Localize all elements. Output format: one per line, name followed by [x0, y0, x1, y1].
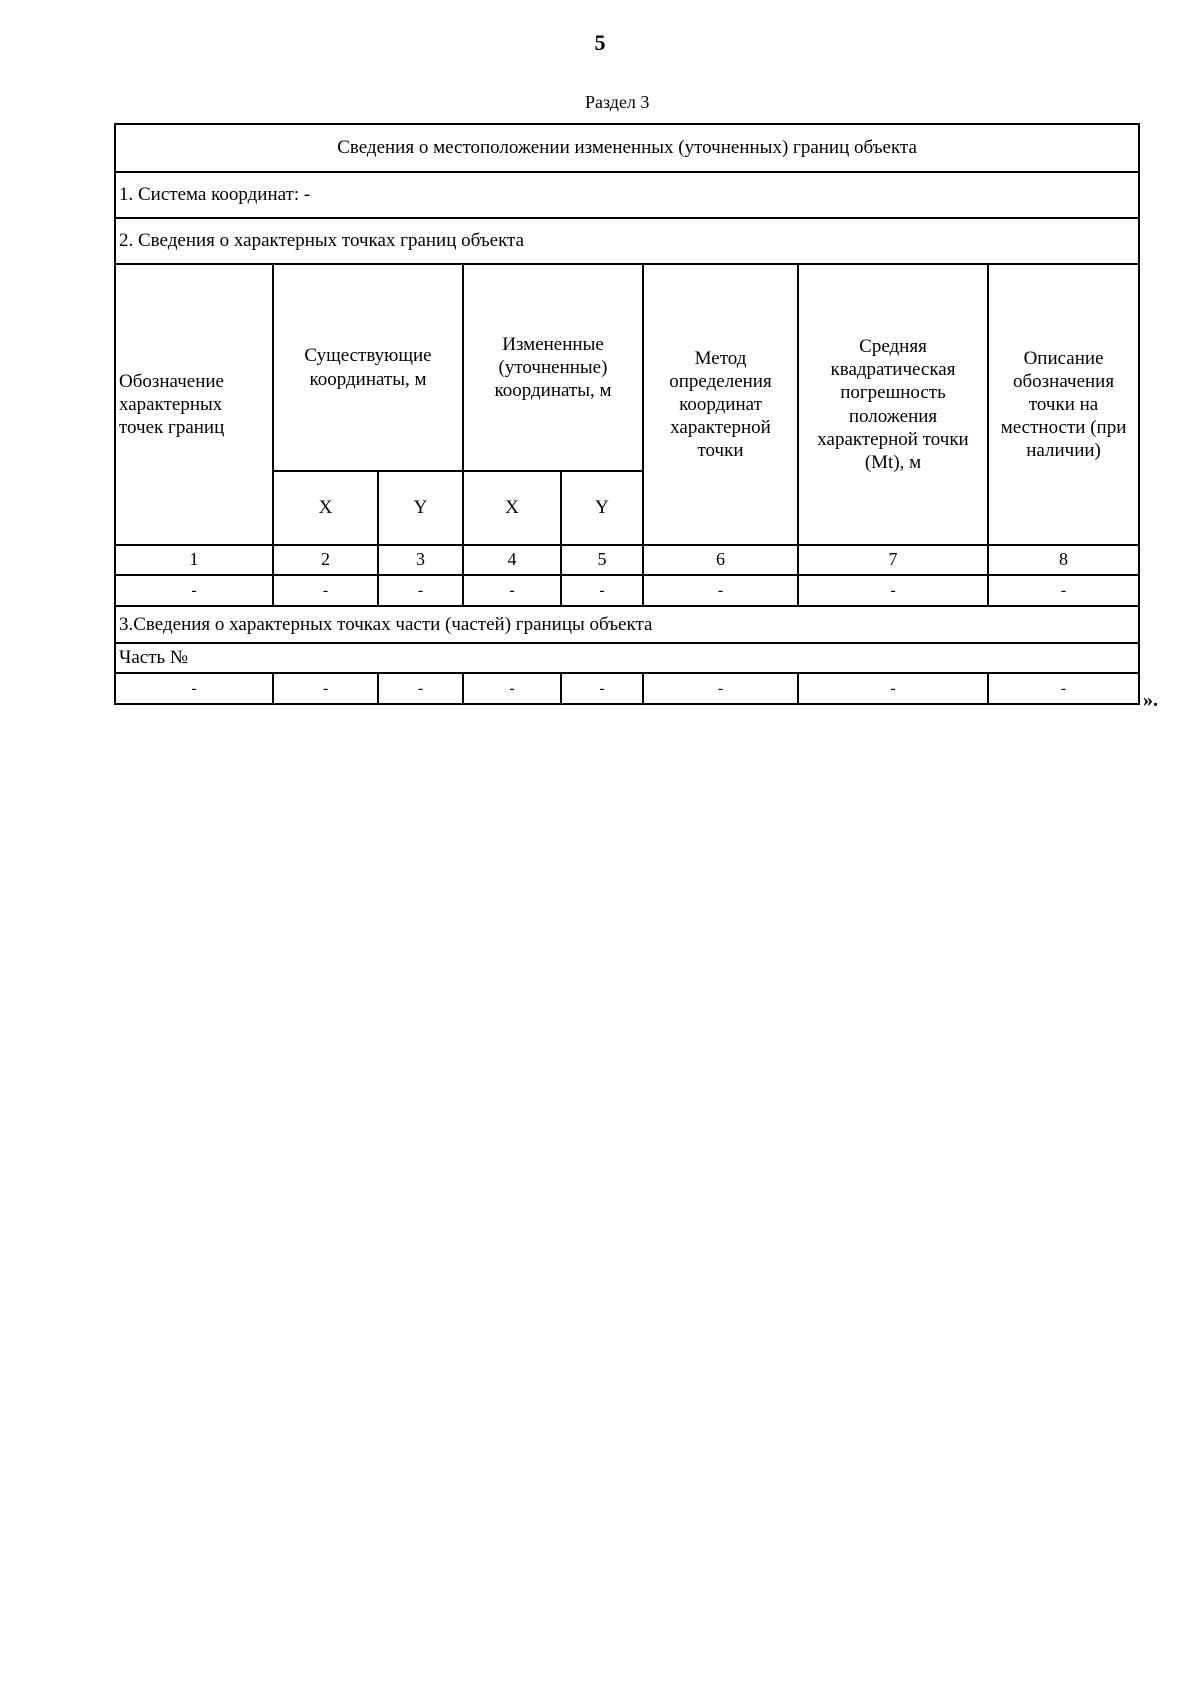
table-cell: -: [273, 575, 378, 606]
table-cell: -: [988, 575, 1139, 606]
column-numbers-row: [115, 545, 1139, 575]
parts-heading: 3.Сведения о характерных точках части (частей) границы объекта: [115, 606, 1139, 643]
table-cell: -: [115, 673, 273, 704]
page-number: 5: [594, 30, 606, 55]
header-designation: Обозначение характерных точек границ: [115, 264, 273, 545]
coord-system-row: 1. Система координат: -: [115, 172, 1139, 218]
table-cell: -: [378, 575, 463, 606]
header-existing-x: X: [273, 471, 378, 545]
table-cell: -: [115, 575, 273, 606]
points-heading: 2. Сведения о характерных точках границ объекта: [115, 218, 1139, 264]
header-changed-y: Y: [561, 471, 643, 545]
column-number: 1: [115, 545, 273, 575]
column-number: 7: [798, 545, 988, 575]
table-cell: -: [561, 575, 643, 606]
table-cell: -: [273, 673, 378, 704]
column-number: 5: [561, 545, 643, 575]
section-label: Раздел 3: [585, 92, 650, 112]
table-title: Сведения о местоположении измененных (уточненных) границ объекта: [115, 124, 1139, 172]
table-cell: -: [798, 673, 988, 704]
column-number: 6: [643, 545, 798, 575]
part-label: Часть №: [115, 643, 1139, 673]
column-number: 4: [463, 545, 561, 575]
table-cell: -: [378, 673, 463, 704]
table-cell: -: [463, 575, 561, 606]
header-method: Метод определения координат характерной точки: [643, 264, 798, 545]
table-cell: -: [463, 673, 561, 704]
points-data-row: [115, 575, 1139, 606]
table-cell: -: [798, 575, 988, 606]
header-changed-coords: Измененные (уточненные) координаты, м: [463, 264, 643, 471]
table-cell: -: [561, 673, 643, 704]
parts-data-row: [115, 673, 1139, 704]
closing-quote-mark: ».: [1143, 689, 1158, 711]
header-description: Описание обозначения точки на местности (при наличии): [988, 264, 1139, 545]
table-cell: -: [643, 575, 798, 606]
table-cell: -: [988, 673, 1139, 704]
header-existing-coords: Существующие координаты, м: [273, 264, 463, 471]
header-error: Средняя квадратическая погрешность положения характерной точки (Mt), м: [798, 264, 988, 545]
column-number: 3: [378, 545, 463, 575]
boundary-table: [114, 123, 1140, 705]
column-number: 8: [988, 545, 1139, 575]
header-existing-y: Y: [378, 471, 463, 545]
header-changed-x: X: [463, 471, 561, 545]
column-number: 2: [273, 545, 378, 575]
table-cell: -: [643, 673, 798, 704]
